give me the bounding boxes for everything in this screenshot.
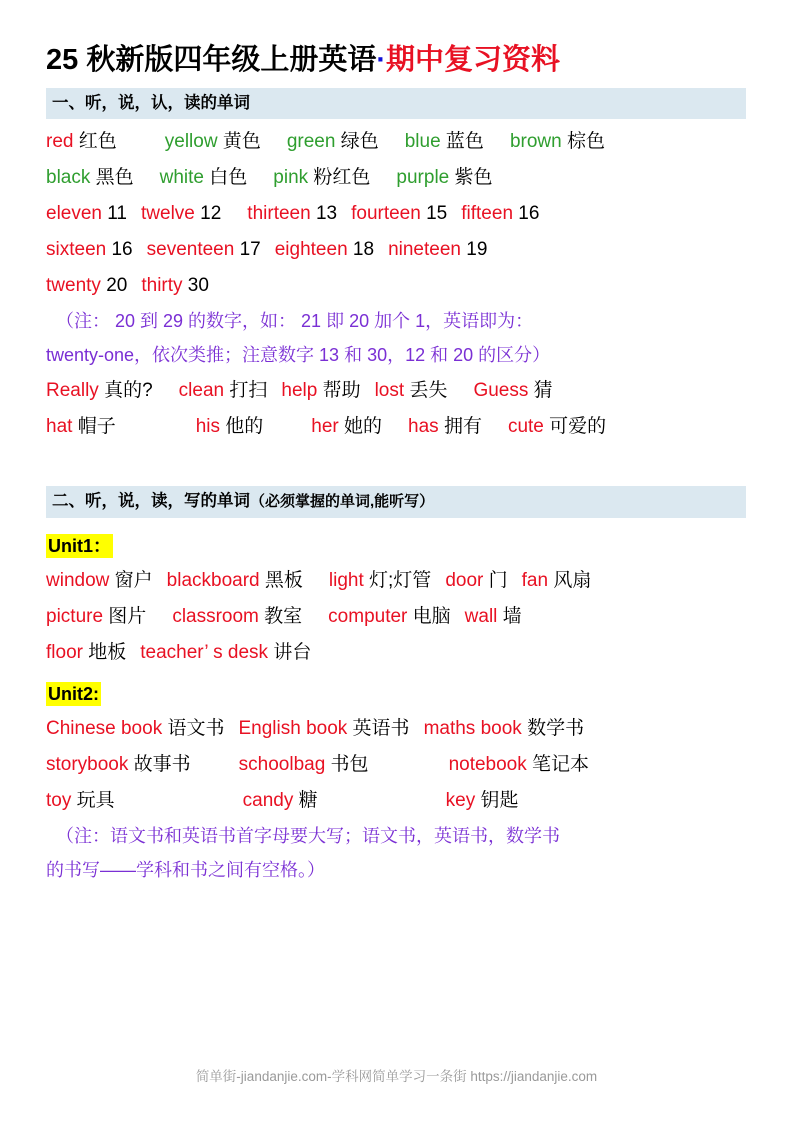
- english-word: twelve: [141, 203, 195, 224]
- chinese-gloss: 钥匙: [475, 790, 519, 811]
- english-word: English book: [238, 718, 348, 739]
- english-word: eleven: [46, 203, 102, 224]
- chinese-gloss: 墙: [497, 606, 522, 627]
- chinese-gloss: 讲台: [268, 642, 312, 663]
- chinese-gloss: 教室: [258, 606, 303, 627]
- section-2-note-line-2: 的书写——学科和书之间有空格。）: [46, 860, 325, 880]
- section-2-header: [46, 486, 746, 518]
- english-word: candy: [242, 790, 294, 811]
- section-1-header: [46, 88, 746, 119]
- word-line: [46, 412, 746, 442]
- english-word: clean: [178, 380, 225, 401]
- english-word: computer: [328, 606, 408, 627]
- english-word: toy: [46, 790, 72, 811]
- unit1-label: Unit1：: [48, 536, 111, 556]
- word-line: [46, 376, 746, 406]
- english-word: thirteen: [247, 203, 311, 224]
- word-line: [46, 602, 746, 632]
- english-word: brown: [509, 131, 562, 152]
- chinese-gloss: 他的: [220, 416, 264, 437]
- english-word: Really: [46, 380, 99, 401]
- english-word: green: [286, 131, 336, 152]
- english-word: Chinese book: [46, 718, 163, 739]
- section-1-word-list-2: [46, 376, 746, 442]
- english-word: storybook: [46, 754, 129, 775]
- word-line: [46, 271, 746, 301]
- chinese-gloss: 打扫: [224, 380, 268, 401]
- number-value: 17: [234, 239, 261, 260]
- english-word: floor: [46, 642, 83, 663]
- number-value: 15: [420, 203, 448, 224]
- section-1-note-line-1: （注： 20 到 29 的数字，如： 21 即 20 加个 1，英语即为：: [56, 311, 534, 331]
- chinese-gloss: 黄色: [217, 131, 261, 152]
- chinese-gloss: 糖: [293, 790, 318, 811]
- chinese-gloss: 电脑: [407, 606, 451, 627]
- number-value: 16: [513, 203, 540, 224]
- unit2-label: Unit2:: [48, 684, 99, 704]
- chinese-gloss: 丢失: [404, 380, 448, 401]
- english-word: help: [281, 380, 318, 401]
- chinese-gloss: 语文书: [162, 718, 225, 739]
- word-line: [46, 199, 746, 229]
- chinese-gloss: 帽子: [72, 416, 116, 437]
- english-word: picture: [46, 606, 104, 627]
- section-1-word-list: [46, 127, 746, 301]
- title-dot: ·: [376, 44, 386, 76]
- word-line: [46, 235, 746, 265]
- english-word: nineteen: [388, 239, 461, 260]
- chinese-gloss: 英语书: [347, 718, 410, 739]
- chinese-gloss: 数学书: [521, 718, 585, 739]
- english-word: cute: [507, 416, 544, 437]
- english-word: blackboard: [166, 570, 260, 591]
- chinese-gloss: 真的?: [98, 380, 153, 401]
- english-word: twenty: [46, 275, 101, 296]
- english-word: light: [328, 570, 364, 591]
- english-word: schoolbag: [238, 754, 326, 775]
- unit2-word-list: [46, 714, 746, 816]
- word-line: [46, 163, 746, 193]
- chinese-gloss: 书包: [325, 754, 369, 775]
- english-word: teacher’ s desk: [140, 642, 269, 663]
- chinese-gloss: 故事书: [128, 754, 191, 775]
- chinese-gloss: 棕色: [561, 131, 605, 152]
- english-word: pink: [273, 167, 309, 188]
- chinese-gloss: 灯;灯管: [363, 570, 432, 591]
- english-word: fan: [521, 570, 549, 591]
- chinese-gloss: 帮助: [317, 380, 361, 401]
- chinese-gloss: 白色: [204, 167, 248, 188]
- english-word: his: [195, 416, 220, 437]
- english-word: seventeen: [146, 239, 235, 260]
- english-word: hat: [46, 416, 73, 437]
- chinese-gloss: 黑板: [259, 570, 303, 591]
- section-2-header-subtext: （必须掌握的单词,能听写）: [250, 493, 435, 510]
- number-value: 30: [182, 275, 209, 296]
- chinese-gloss: 玩具: [71, 790, 115, 811]
- section-2-header-text: 二、听，说，读，写的单词: [52, 492, 250, 510]
- word-line: [46, 638, 746, 668]
- number-value: 19: [460, 239, 488, 260]
- number-value: 20: [100, 275, 128, 296]
- english-word: wall: [464, 606, 498, 627]
- english-word: thirty: [141, 275, 183, 296]
- word-line: [46, 714, 746, 744]
- english-word: black: [46, 167, 91, 188]
- english-word: red: [46, 131, 74, 152]
- chinese-gloss: 图片: [103, 606, 147, 627]
- english-word: has: [408, 416, 439, 437]
- unit1-word-list: [46, 566, 746, 668]
- title-red-text: 期中复习资料: [386, 44, 561, 76]
- chinese-gloss: 窗户: [109, 570, 153, 591]
- chinese-gloss: 拥有: [438, 416, 482, 437]
- chinese-gloss: 红色: [73, 131, 117, 152]
- chinese-gloss: 风扇: [548, 570, 592, 591]
- chinese-gloss: 地板: [82, 642, 127, 663]
- english-word: door: [445, 570, 484, 591]
- section-spacer: [46, 448, 746, 478]
- english-word: yellow: [164, 131, 218, 152]
- chinese-gloss: 门: [483, 570, 508, 591]
- chinese-gloss: 笔记本: [526, 754, 590, 775]
- chinese-gloss: 黑色: [90, 167, 134, 188]
- section-1-note-line-2: twenty-one，依次类推；注意数字 13 和 30，12 和 20 的区分）: [46, 345, 551, 365]
- chinese-gloss: 可爱的: [543, 416, 607, 437]
- number-value: 16: [106, 239, 133, 260]
- english-word: maths book: [423, 718, 522, 739]
- chinese-gloss: 猜: [528, 380, 553, 401]
- english-word: purple: [396, 167, 450, 188]
- number-value: 12: [194, 203, 222, 224]
- english-word: fifteen: [461, 203, 514, 224]
- chinese-gloss: 紫色: [449, 167, 493, 188]
- number-value: 13: [310, 203, 338, 224]
- word-line: [46, 786, 746, 816]
- section-2-note-line-1: （注：语文书和英语书首字母要大写；语文书，英语书，数学书: [56, 826, 560, 846]
- number-value: 11: [102, 203, 128, 224]
- english-word: classroom: [172, 606, 259, 627]
- chinese-gloss: 她的: [338, 416, 383, 437]
- footer-watermark: 简单街-jiandanjie.com-学科网简单学习一条街 https://jiandanjie.com: [195, 1069, 598, 1084]
- english-word: blue: [404, 131, 441, 152]
- title-black-text: 25 秋新版四年级上册英语: [46, 44, 377, 76]
- english-word: window: [46, 570, 110, 591]
- section-1-header-text: 一、听，说，认，读的单词: [52, 94, 250, 112]
- page-title: [46, 40, 746, 80]
- english-word: sixteen: [46, 239, 107, 260]
- word-line: [46, 566, 746, 596]
- english-word: notebook: [448, 754, 527, 775]
- word-line: [46, 750, 746, 780]
- english-word: white: [159, 167, 204, 188]
- english-word: lost: [374, 380, 405, 401]
- english-word: Guess: [473, 380, 529, 401]
- english-word: eighteen: [274, 239, 348, 260]
- chinese-gloss: 粉红色: [308, 167, 371, 188]
- english-word: fourteen: [351, 203, 421, 224]
- english-word: key: [445, 790, 476, 811]
- word-line: [46, 127, 746, 157]
- chinese-gloss: 绿色: [335, 131, 379, 152]
- chinese-gloss: 蓝色: [440, 131, 484, 152]
- document-content: [46, 40, 746, 890]
- number-value: 18: [347, 239, 375, 260]
- english-word: her: [311, 416, 339, 437]
